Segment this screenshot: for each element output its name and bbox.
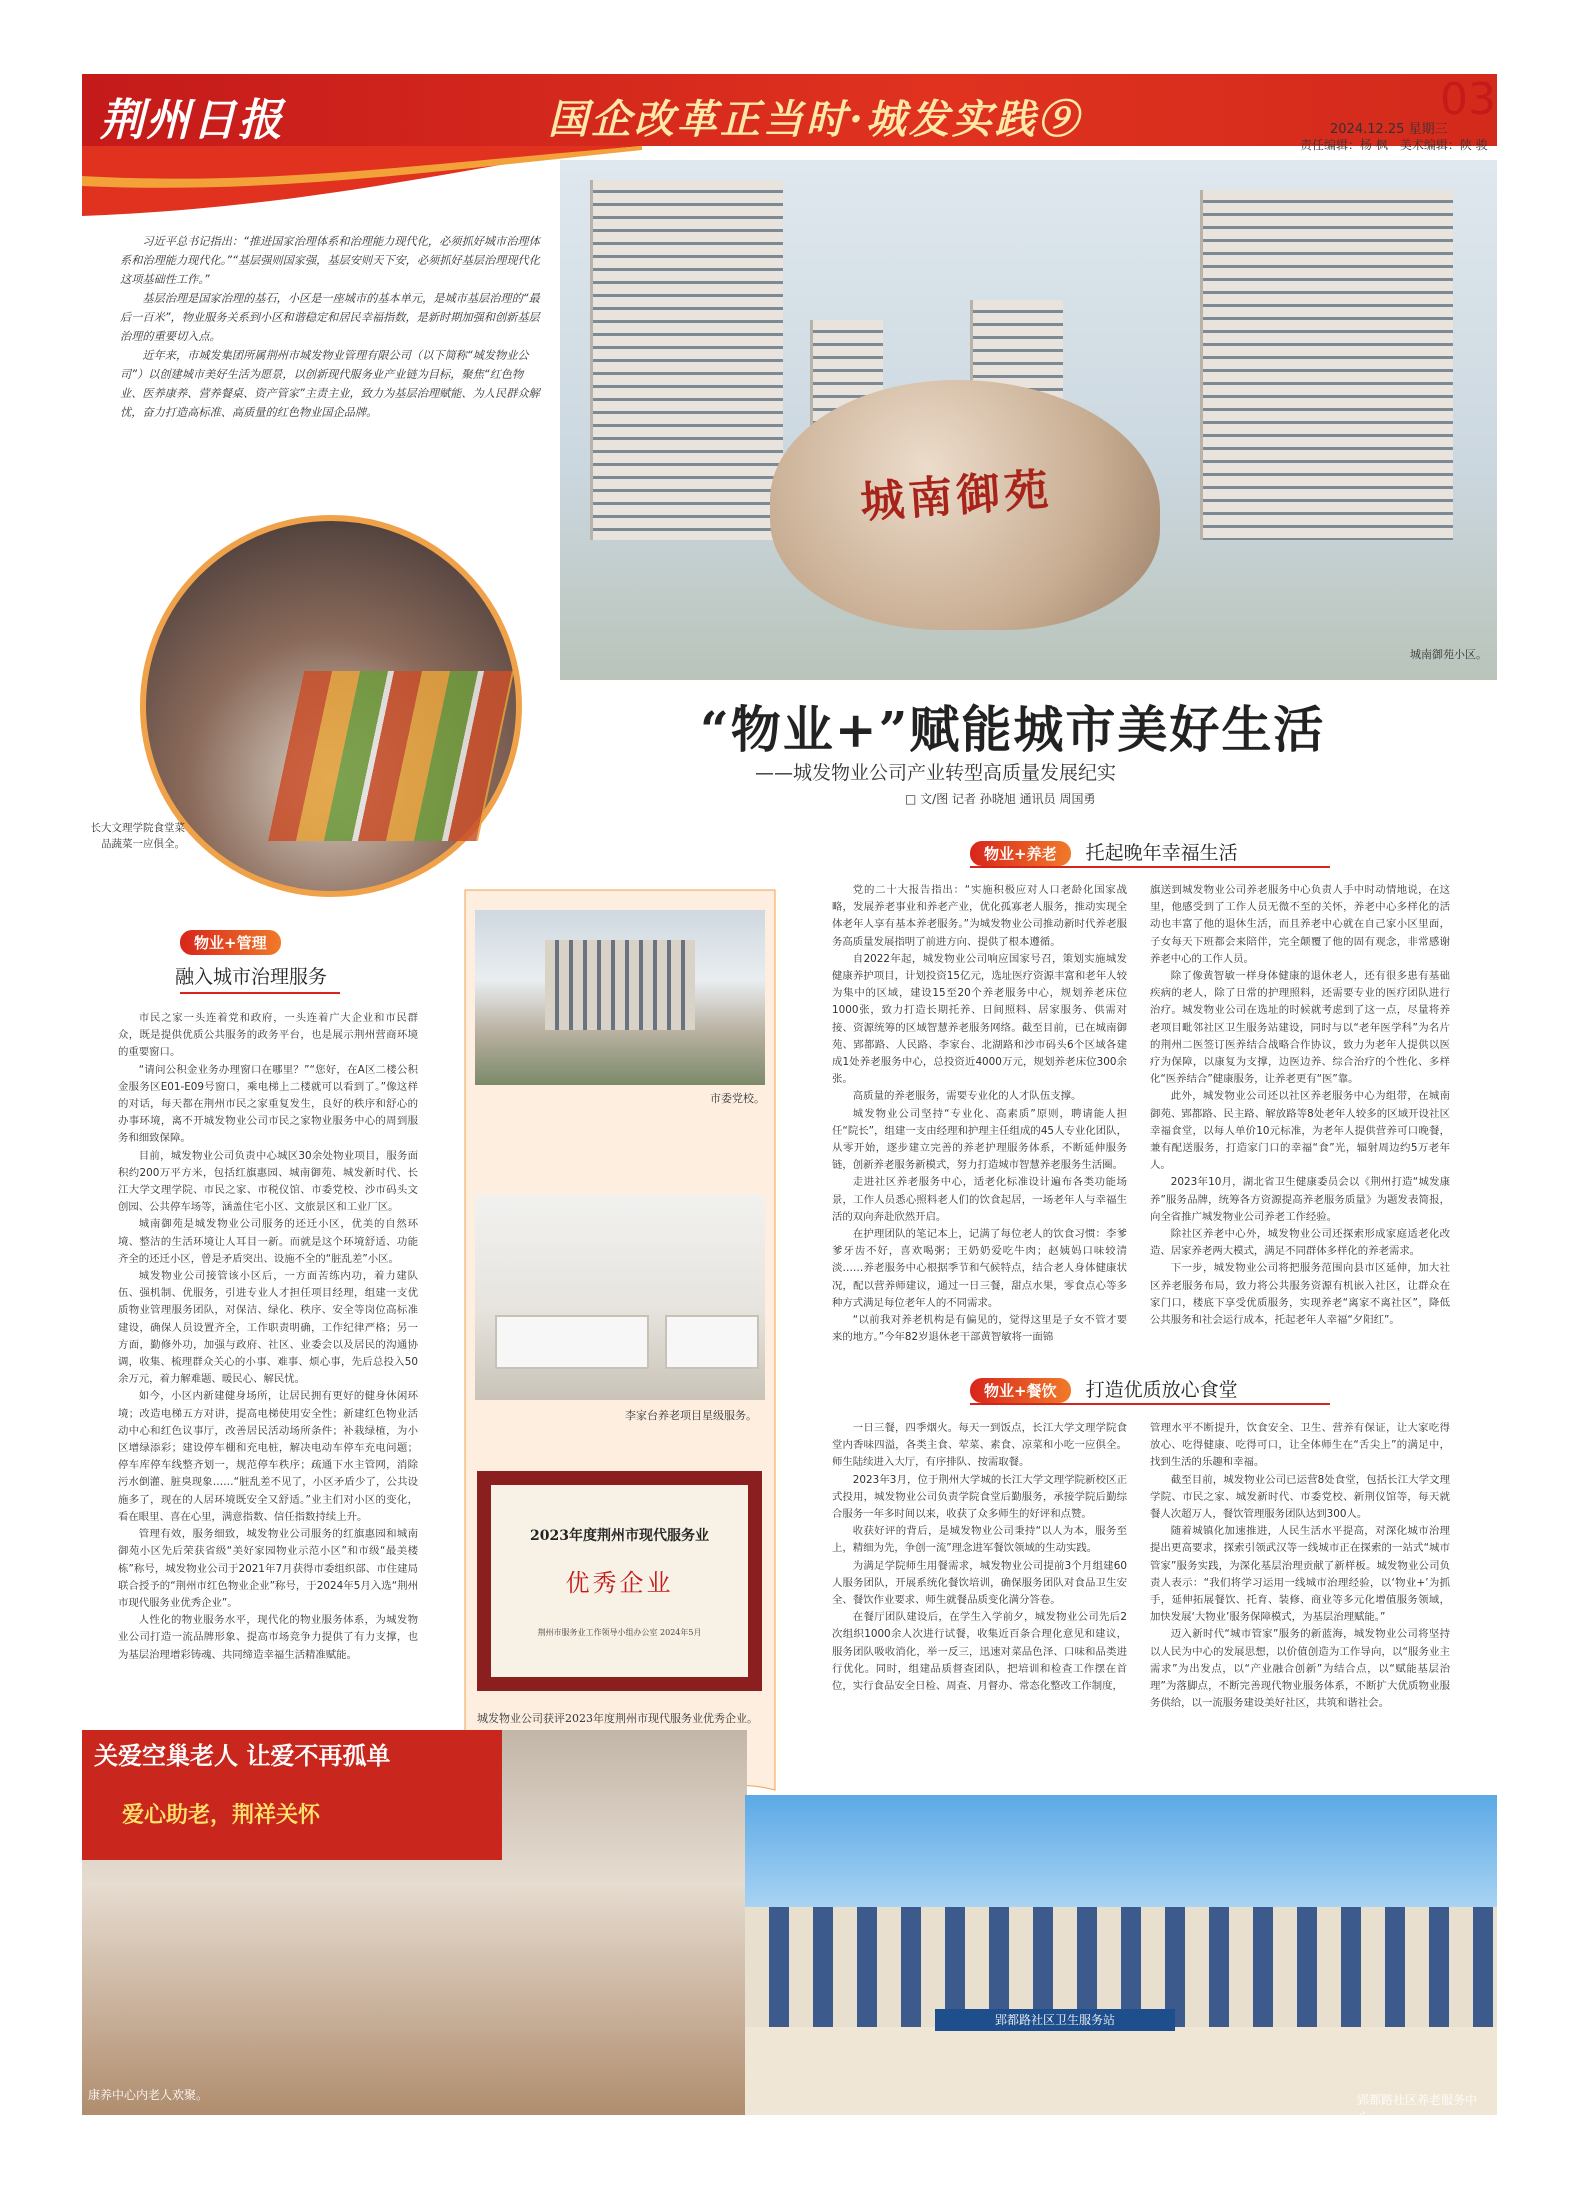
newspaper-logo: 荆州日报 [100,95,284,146]
red-banner [82,1730,502,1860]
elderly-column-right [1150,882,1450,1329]
paragraph: 2023年3月，位于荆州大学城的长江大学文理学院新校区正式投用，城发物业公司负责学院食堂后勤服务，承接学院后勤综合服务一年多时间以来，收获了众多师生的好评和点赞。 [832,1473,1127,1521]
paragraph: 下一步，城发物业公司将把服务范围向县市区延伸，加大社区养老服务布局，致力将公共服务资源有机嵌入社区，让群众在家门口，楼底下享受优质服务，实现养老“离家不离社区”，降低公共服务和社会运行成本，托起老年人幸福“夕阳红”。 [1150,1262,1450,1327]
certificate-title: 2023年度荆州市现代服务业 [530,1528,709,1544]
section-tag: 物业+餐饮 [970,1378,1071,1403]
party-school-photo [475,910,765,1085]
hero-photo-residential [560,160,1497,680]
photo-caption: 长大文理学院食堂菜品蔬菜一应俱全。 [90,822,185,850]
certificate-paper [491,1485,748,1677]
bed [665,1315,759,1369]
food-trays [268,671,514,841]
catering-column-left [832,1420,1127,1695]
paragraph: 管理水平不断提升，饮食安全、卫生、营养有保证，让大家吃得放心、吃得健康、吃得可口，让全体师生在“舌尖上”的满足中，找到生活的乐趣和幸福。 [1150,1422,1450,1469]
photo-caption: 康养中心内老人欢聚。 [88,2088,209,2102]
section-title: 托起晚年幸福生活 [1085,842,1238,864]
section-rule [180,992,340,994]
photo-caption: 李家台养老项目星级服务。 [625,1409,757,1422]
paragraph: 除社区养老中心外，城发物业公司还探索形成家庭适老化改造、居家养老两大模式，满足不同群体多样化的养老需求。 [1150,1228,1450,1258]
page-number: 03 [1440,74,1496,125]
section-header-catering [970,1375,1238,1403]
article-headline: “物业+”赋能城市美好生活 [700,700,1326,759]
elderly-room-photo [475,1195,765,1400]
paragraph: 除了像黄智敏一样身体健康的退休老人，还有很多患有基础疾病的老人，除了日常的护理照料，还需要专业的医疗团队进行治疗。城发物业公司在选址的时候就考虑到了这一点，尽量将养老项目毗邻社区卫生服务站建设，同时与以“老年医学科”为名片的荆州二医签订医养结合战略合作协议，致力为老年人提供以医疗为保障，以康复为支撑，边医边养、综合治疗的个性化、多样化“医养结合”健康服务，让养老更有“医”靠。 [1150,970,1450,1086]
canteen-photo [140,515,522,897]
stone-inscription: 城南御苑 [858,464,1054,529]
intro-text [120,232,540,422]
intro-paragraph: 习近平总书记指出：“推进国家治理体系和治理能力现代化，必须抓好城市治理体系和治理能力现代化。”“基层强则国家强，基层安则天下安，必须抓好基层治理现代化这项基础性工作。” [120,235,540,286]
section-title: 打造优质放心食堂 [1085,1379,1238,1401]
paragraph: “请问公积金业务办理窗口在哪里？”“您好，在A区二楼公积金服务区E01-E09号窗口，乘电梯上二楼就可以看到了。”像这样的对话，每天都在荆州市民之家重复发生，良好的秩序和舒心的办事环境，离不开城发物业公司市民之家物业服务中心的周到服务和细致保障。 [118,1063,418,1145]
paragraph: 管理有效，服务细致，城发物业公司服务的红旗惠园和城南御苑小区先后荣获省级“美好家园物业示范小区”和市级“最美楼栋”称号，城发物业公司于2021年7月获得市委组织部、市住建局联合授予的“荆州市红色物业企业”称号，于2024年5月入选“荆州市现代服务业优秀企业”。 [118,1528,418,1609]
paragraph: 目前，城发物业公司负责中心城区30余处物业项目，服务面积约200万平方米，包括红旗惠园、城南御苑、城发新时代、长江大学文理学院、市民之家、市税仪馆、市委党校、沙市码头文创园、公共停车场等，涵盖住宅小区、文旅景区和工业厂区。 [118,1149,418,1214]
photo-caption: 郢都路社区养老服务中心。 [1357,2093,1478,2124]
section-title-wrap [165,962,327,989]
banner-text: 关爱空巢老人 让爱不再孤单 [94,1742,391,1770]
building [590,180,783,540]
photo-caption: 城发物业公司获评2023年度荆州市现代服务业优秀企业。 [477,1712,758,1725]
paragraph: 市民之家一头连着党和政府，一头连着广大企业和市民群众，既是提供优质公共服务的政务平台，也是展示荆州营商环境的重要窗口。 [118,1012,418,1059]
intro-paragraph: 基层治理是国家治理的基石，小区是一座城市的基本单元，是城市基层治理的“最后一百米”，物业服务关系到小区和谐稳定和居民幸福指数，是新时期加强和创新基层治理的重要切入点。 [120,292,540,343]
elderly-gathering-photo [82,1730,747,2115]
paragraph: 此外，城发物业公司还以社区养老服务中心为组带，在城南御苑、郢都路、民主路、解放路等8处老年人较多的区域开设社区幸福食堂，以每人单价10元标准，为老年人提供营养可口晚餐，兼有配送服务，打造家门口的幸福“食”光，辐射周边约5万老年人。 [1150,1090,1450,1172]
section-title: 融入城市治理服务 [175,966,328,988]
paragraph: 人性化的物业服务水平，现代化的物业服务体系，为城发物业公司打造一流品牌形象、提高市场竞争力提供了有力支撑，也为基层治理增彩铸魂、共同缔造幸福生活精准赋能。 [118,1614,418,1661]
paragraph: 城发物业公司坚持“专业化、高素质”原则，聘请能人担任“院长”，组建一支由经理和护理主任组成的45人专业化团队，从零开始，逐步建立完善的养老护理服务体系，不断延伸服务链，创新养老服务新模式，努力打造城市智慧养老服务生活圈。 [832,1107,1127,1172]
paragraph: 为满足学院师生用餐需求，城发物业公司提前3个月组建60人服务团队，开展系统化餐饮培训，确保服务团队对食品卫生安全、餐饮作业要求、师生就餐品质变化满分答卷。 [832,1559,1127,1607]
issue-date: 2024.12.25 星期三 [1330,122,1448,137]
paragraph: 自2022年起，城发物业公司响应国家号召，策划实施城发健康养护项目，计划投资15亿元，选址医疗资源丰富和老年人较为集中的区域，建设15至20个养老服务中心，规划养老床位1000张，致力打造长期托养、日间照料、居家服务、供需对接、资源统筹的区域智慧养老服务网络。截至目前，已在城南御苑、郢都路、人民路、李家台、北湖路和沙市码头6个区域各建成1处养老服务中心，总投资近4000万元，规划养老床位300余张。 [832,952,1127,1086]
paragraph: 党的二十大报告指出：“实施积极应对人口老龄化国家战略，发展养老事业和养老产业，优化孤寡老人服务，推动实现全体老年人享有基本养老服务。”为城发物业公司推动新时代养老服务高质量发展指明了前进方向、提供了根本遵循。 [832,884,1127,948]
building [1200,190,1453,540]
photo-caption: 市委党校。 [710,1092,765,1105]
paragraph: 一日三餐，四季烟火。每天一到饭点，长江大学文理学院食堂内香味四溢，各类主食、荤菜、素食、凉菜和小吃一应俱全。师生陆续进入大厅，有序排队、按需取餐。 [832,1422,1127,1469]
bed [495,1315,649,1369]
paragraph: 旗送到城发物业公司养老服务中心负责人手中时动情地说，在这里，他感受到了工作人员无微不至的关怀，养老中心多样化的活动也丰富了他的退休生活，而且养老中心就在自己家小区里面，子女每天下班都会来陪伴，完全颠覆了他的固有观念，非常感谢养老中心的工作人员。 [1150,884,1450,965]
section-tag: 物业+管理 [180,930,281,955]
management-column [118,1010,418,1664]
certificate-award: 优秀企业 [565,1569,674,1597]
building-sign: 郢都路社区卫生服务站 [935,2009,1175,2031]
paragraph: 收获好评的背后，是城发物业公司秉持“以人为本，服务至上，精细为先，争创一流”理念进军餐饮领域的生动实践。 [832,1525,1127,1555]
paragraph: 在护理团队的笔记本上，记满了每位老人的饮食习惯：李爹爹牙齿不好，喜欢喝粥；王奶奶爱吃牛肉；赵姨妈口味较清淡……养老服务中心根据季节和气候特点，结合老人身体健康状况，配以营养师建议，通过一日三餐，甜点水果，零食点心等多种方式满足每位老年人的不同需求。 [832,1228,1127,1309]
section-rule [970,866,1330,868]
paragraph: 在餐厅团队建设后，在学生入学前夕，城发物业公司先后2次组织1000余人次进行试餐，收集近百条合理化意见和建议，服务团队吸收消化，举一反三，迅速对菜品色泽、口味和品类进行优化。同时，组建品质督查团队，把培训和检查工作摆在首位，实行食品安全日检、周查、月督办、常态化整改工作制度， [832,1611,1127,1693]
paragraph: 城发物业公司接管该小区后，一方面苦练内功，着力建队伍、强机制、优服务，引进专业人才担任项目经理，组建一支优质物业管理服务团队，对保洁、绿化、秩序、安全等岗位高标准建设，确保人员设置齐全，工作职责明确，工作纪律严格；另一方面，勤修外功，加强与政府、社区、业委会以及居民的沟通协调，收集、梳理群众关心的小事、难事、烦心事，先后总投入50余万元，着力解难题、暖民心、解民忧。 [118,1270,418,1386]
certificate-issuer: 荆州市服务业工作领导小组办公室 2024年5月 [537,1628,702,1637]
award-certificate [477,1471,762,1691]
catering-column-right [1150,1420,1450,1712]
paragraph: 2023年10月，湖北省卫生健康委员会以《荆州打造“城发康养”服务品牌，统筹各方资源提高养老服务质量》为题发表简报，向全省推广城发物业公司养老工作经验。 [1150,1176,1450,1223]
elderly-center-building-photo [745,1795,1497,2124]
paragraph: 高质量的养老服务，需要专业化的人才队伍支撑。 [852,1090,1082,1103]
paragraph: 随着城镇化加速推进，人民生活水平提高，对深化城市治理提出更高要求，探索引领武汉等一线城市正在探索的一站式“城市管家”服务实践，为深化基层治理贡献了新样板。城发物业公司负责人表示：“我们将学习运用一线城市治理经验，以‘物业+’为抓手，延伸拓展餐饮、托育、装修、商业等多元化增值服务领域，加快发展‘大物业’服务保障模式，为基层治理赋能。” [1150,1525,1450,1624]
article-subheadline: ——城发物业公司产业转型高质量发展纪实 [755,762,1117,784]
article-byline: □ 文/图 记者 孙晓旭 通讯员 周国勇 [905,792,1096,806]
paragraph: 截至目前，城发物业公司已运营8处食堂，包括长江大学文理学院、市民之家、城发新时代、市委党校、新荆仪馆等，每天就餐人次超万人，餐饮管理服务团队达到300人。 [1150,1473,1450,1521]
intro-paragraph: 近年来，市城发集团所属荆州市城发物业管理有限公司（以下简称“城发物业公司”）以创建城市美好生活为愿景，以创新现代服务业产业链为目标，聚焦“红色物业、医养康养、营养餐桌、资产管家”主责主业，致力为基层治理赋能、为人民群众解忧，奋力打造高标准、高质量的红色物业国企品牌。 [120,349,540,419]
banner-title: 国企改革正当时·城发实践⑨ [548,96,1081,143]
section-tag: 物业+养老 [970,841,1071,866]
editor-credits: 责任编辑：杨 枫 美术编辑：陕 骏 [1300,138,1488,152]
paragraph: 迈入新时代“城市管家”服务的新蓝海，城发物业公司将坚持以人民为中心的发展思想，以价值创造为工作导向，以“服务业主需求”为出发点，以“产业融合创新”为结合点，以“赋能基层治理”为落脚点，不断完善现代物业服务体系，不断扩大优质物业服务供给，以一流服务建设美好社区，共筑和谐社会。 [1150,1628,1450,1710]
photo-caption: 城南御苑小区。 [1410,648,1487,661]
section-rule [970,1403,1330,1405]
paragraph: “以前我对养老机构是有偏见的，觉得这里是子女不管才要来的地方。”今年82岁退休老干部黄智敏将一面锦 [832,1314,1127,1344]
banner-wave [82,146,642,216]
banner-text: 爱心助老，荆祥关怀 [122,1803,321,1828]
section-header-elderly [970,838,1238,866]
section-header-management [180,930,281,955]
paragraph: 如今，小区内新建健身场所，让居民拥有更好的健身休闲环境；改造电梯五方对讲，提高电梯使用安全性；新建红色物业活动中心和红色议事厅，改善居民活动场所条件；补栽绿植，为小区增绿添彩；建设停车棚和充电桩，解决电动车停车充电问题；停车库停车线整齐划一，规范停车秩序；疏通下水主管网，消除污水倒灌、脏臭现象……“脏乱差不见了，小区矛盾少了，公共设施多了，现在的人居环境既安全又舒适。”业主们对小区的变化，看在眼里、喜在心里，满意指数、信任指数持续上升。 [118,1390,418,1523]
elderly-column-left [832,882,1127,1346]
paragraph: 走进社区养老服务中心，适老化标准设计遍布各类功能场景，工作人员悉心照料老人们的饮食起居，一场老年人与幸福生活的双向奔赴欣然开启。 [832,1176,1127,1223]
school-building [545,940,695,1030]
paragraph: 城南御苑是城发物业公司服务的还迁小区，优美的自然环境、整洁的生活环境让人耳目一新。而就是这个环境舒适、功能齐全的还迁小区，曾是矛盾突出、设施不全的“脏乱差”小区。 [118,1218,418,1265]
